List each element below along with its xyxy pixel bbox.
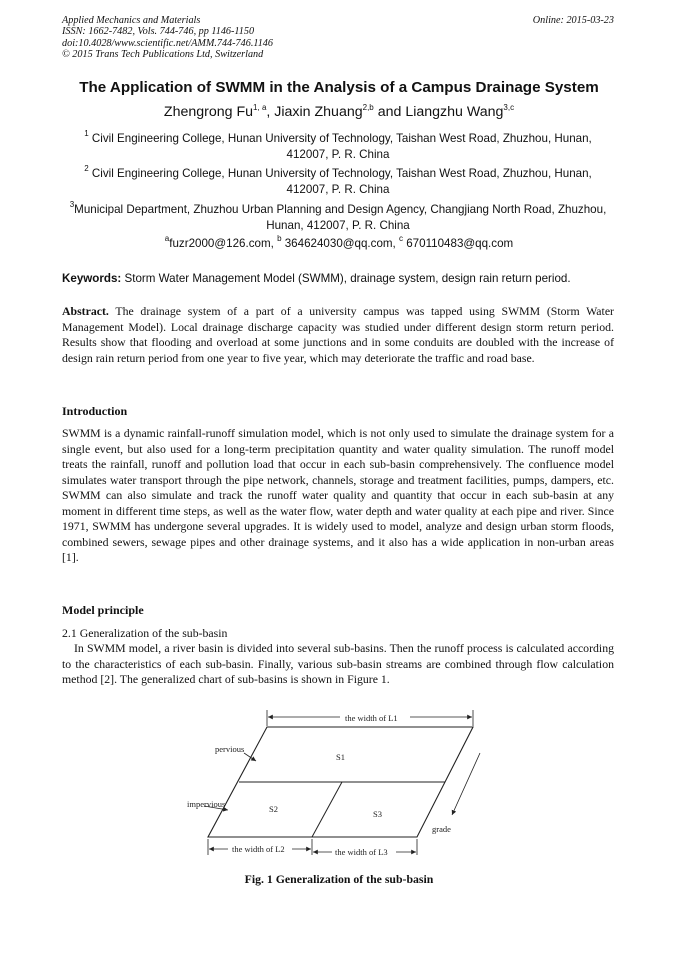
s1-label: S1 [336, 752, 345, 762]
grade-arrow [452, 753, 480, 815]
author-sep: , [266, 104, 275, 120]
author-sup: 2,b [362, 103, 374, 112]
l1-label: the width of L1 [345, 713, 398, 723]
pervious-label: pervious [215, 744, 245, 754]
abstract-text: The drainage system of a part of a university campus was tapped using SWMM (Storm Water Management Model). Local drainage discharge capacity was studied under different design storm return period. Results show that flooding and overload at some junctions and in some conduits are doubled with the increase of design rain return period from one year to five year, which may deteriorate the traffic and road base. [62, 304, 614, 365]
author-name: Liangzhu Wang [405, 104, 504, 120]
introduction-heading: Introduction [62, 404, 128, 418]
abstract [62, 304, 614, 366]
affiliation-text: Civil Engineering College, Hunan University of Technology, Taishan West Road, Zhuzhou, Hunan, 412007, P. R. China [91, 132, 592, 161]
email: 364624030@qq.com, [281, 237, 399, 250]
affiliation-sup: 3 [69, 200, 75, 209]
abstract-label: Abstract. [62, 304, 109, 318]
author-list [0, 104, 678, 120]
subsection-heading: 2.1 Generalization of the sub-basin [62, 626, 228, 640]
email: 670110483@qq.com [403, 237, 514, 250]
affiliation-text: Civil Engineering College, Hunan University of Technology, Taishan West Road, Zhuzhou, Hunan, 412007, P. R. China [91, 167, 592, 196]
email-line [0, 234, 678, 250]
author-sep: and [373, 104, 406, 120]
author-name: Jiaxin Zhuang [274, 104, 363, 120]
s3-label: S3 [373, 809, 382, 819]
affiliation-sup: 1 [84, 129, 89, 138]
email-sup: a [164, 234, 170, 243]
l3-label: the width of L3 [335, 847, 388, 857]
author-name: Zhengrong Fu [163, 104, 254, 120]
keywords-label: Keywords: [62, 272, 122, 285]
model-principle-text: In SWMM model, a river basin is divided into several sub-basins. Then the runoff process is calculated according to the characteristics of each sub-basin. Finally, various sub-basin streams are combined through flow calculation method [2]. The generalized chart of sub-basins is shown in Figure 1. [62, 641, 614, 686]
paper-title: The Application of SWMM in the Analysis of a Campus Drainage System [79, 79, 599, 96]
online-date: Online: 2015-03-23 [532, 15, 614, 26]
affiliation-sup: 2 [84, 164, 89, 173]
keywords [62, 272, 618, 285]
introduction-text: SWMM is a dynamic rainfall-runoff simulation model, which is not only used to simulate the drainage system for a single event, but also used for a long-term precipitation quantity and water quality simulation. The runoff model treats the rainfall, runoff and pollution load that occur in each sub-basin comprehensively. The confluence model simulates water transport through the pipe network, channels, storage and treatment facilities, pumps, dampers, etc. SWMM can also simulate and track the runoff water quality and quantity that occur in each sub-basin at any moment in different time steps, as well as the water flow, water depth and water quality at each pipe and river. Since 1971, SWMM has undergone several upgrades. It is widely used to model, analyze and design urban storm floods, combined sewers, sewage pipes and other drainage systems, and it also has a wide application in non-urban areas [1]. [62, 426, 614, 564]
s2-s3-divider [312, 782, 342, 837]
sub-basin-diagram [180, 706, 510, 866]
issn-line: ISSN: 1662-7482, Vols. 744-746, pp 1146-1150 [62, 26, 255, 38]
doi-line: doi:10.4028/www.scientific.net/AMM.744-746.1146 [62, 37, 273, 49]
journal-name: Applied Mechanics and Materials [62, 15, 201, 26]
email-sup: c [399, 234, 403, 243]
author-sup: 1, a [253, 103, 267, 112]
affiliation [62, 202, 614, 234]
l2-label: the width of L2 [232, 844, 285, 854]
model-principle-heading: Model principle [62, 603, 144, 617]
grade-label: grade [432, 824, 451, 834]
email: fuzr2000@126.com, [169, 237, 278, 250]
figure-caption: Fig. 1 Generalization of the sub-basin [244, 872, 434, 886]
s2-label: S2 [269, 804, 278, 814]
keywords-text: Storm Water Management Model (SWMM), drainage system, design rain return period. [121, 272, 571, 285]
affiliation [62, 166, 614, 198]
impervious-label: impervious [187, 799, 226, 809]
affiliation [62, 131, 614, 163]
author-sup: 3,c [503, 103, 515, 112]
copyright-line: © 2015 Trans Tech Publications Ltd, Switzerland [62, 48, 264, 60]
email-sup: b [277, 234, 282, 243]
affiliation-text: Municipal Department, Zhuzhou Urban Planning and Design Agency, Changjiang North Road, Zhuzhou, Hunan, 412007, P. R. China [74, 203, 607, 232]
journal-header [62, 15, 273, 60]
